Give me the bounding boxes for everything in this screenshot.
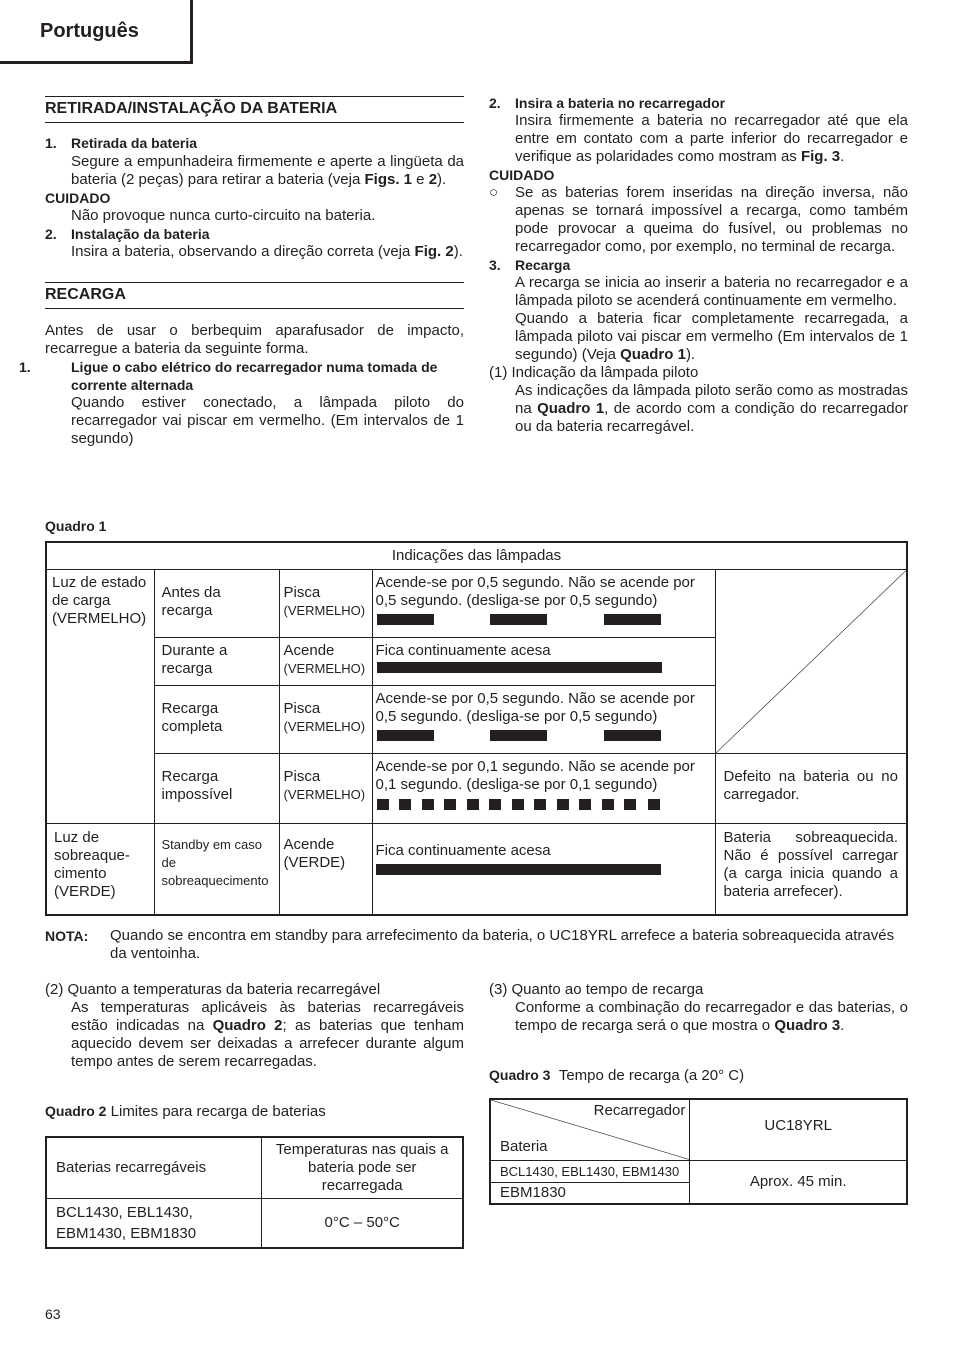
- row-desc-cell: [372, 637, 715, 685]
- lamp-on-bar: [604, 614, 661, 625]
- language-tab: [0, 0, 193, 64]
- recharge-intro: Antes de usar o berbequim aparafusador de impacto, recarregue a bateria da seguinte forma.: [45, 322, 464, 357]
- row-state: Standby em caso de sobreaquecimento: [154, 823, 279, 915]
- lamp-on-bar: [579, 799, 591, 810]
- row-mode: Pisca: [283, 583, 321, 601]
- row-mode-cell: [279, 685, 372, 753]
- row-color: (VERMELHO): [283, 602, 366, 618]
- step-plug-heading: 1. Ligue o cabo elétrico do recarregador numa tomada de corrente alternada: [19, 359, 438, 393]
- left-column: [19, 96, 464, 448]
- row-state: Antes da recarga: [154, 569, 279, 637]
- lamp-on-bar: [377, 799, 389, 810]
- t2-batteries: BCL1430, EBL1430, EBM1430, EBM1830: [46, 1198, 262, 1248]
- table-row: [46, 569, 907, 637]
- row-mode: Pisca: [283, 699, 321, 717]
- row-mode-cell: [279, 637, 372, 685]
- group-charge-status: Luz de estado de carga (VERMELHO): [46, 569, 154, 823]
- pilot-lamp-text: As indicações da lâmpada piloto serão como as mostradas na Quadro 1, de acordo com a condição do recarregador ou da bateria recarregável.: [515, 382, 908, 435]
- note-label: NOTA:: [45, 928, 89, 944]
- table-row: [46, 823, 907, 915]
- t3-battery-row1: BCL1430, EBL1430, EBM1430: [490, 1160, 690, 1182]
- lamp-on-bar: [557, 799, 569, 810]
- row-mode: Acende: [283, 641, 335, 659]
- lamp-on-bar: [624, 799, 636, 810]
- step-removal-text: Segure a empunhadeira firmemente e aperte a lingüeta da bateria (2 peças) para retirar a bateria (veja Figs. 1 e 2).: [71, 153, 464, 188]
- step-insert-text: Insira firmemente a bateria no recarregador até que ela entre em contato com a parte inferior do recarregador e verifique as polaridades como mostram as Fig. 3.: [515, 112, 908, 165]
- caution-bullet-item: [489, 184, 908, 256]
- lamp-on-bar: [399, 799, 411, 810]
- note-text: Quando se encontra em standby para arrefecimento da bateria, o UC18YRL arrefece a bateria sobreaquecida através da ventoinha.: [110, 927, 895, 962]
- charge-time-text: Conforme a combinação do recarregador e das baterias, o tempo de recarga será o que mostra o Quadro 3.: [515, 999, 908, 1034]
- lamp-on-bar: [604, 730, 661, 741]
- lamp-on-bar: [422, 799, 434, 810]
- charge-time-table: [489, 1098, 908, 1205]
- pilot-lamp-label: (1) Indicação da lâmpada piloto: [489, 364, 699, 381]
- language-label: Português: [40, 20, 139, 42]
- lamp-on-bar: [377, 730, 434, 741]
- lamp-on-bar: [602, 799, 614, 810]
- row-state: Recarga completa: [154, 685, 279, 753]
- lamp-on-bar: [377, 662, 662, 673]
- row-desc-cell: [372, 569, 715, 637]
- temperature-label: (2) Quanto a temperaturas da bateria recarregável: [45, 981, 381, 998]
- lamp-on-bar: [444, 799, 456, 810]
- row-desc-cell: [372, 753, 715, 823]
- lamp-on-bar: [467, 799, 479, 810]
- t3-battery-row2: EBM1830: [490, 1182, 690, 1204]
- t2-header-batteries: Baterias recarregáveis: [46, 1137, 262, 1198]
- caution-label-right: CUIDADO: [489, 167, 555, 183]
- step-insert-heading: 2. Insira a bateria no recarregador: [489, 95, 726, 111]
- table3-caption: Quadro 3 Tempo de recarga (a 20° C): [489, 1067, 745, 1084]
- right-column: [489, 94, 908, 436]
- step-install-heading: 2. Instalação da bateria: [45, 226, 210, 242]
- row-color: (VERMELHO): [283, 786, 366, 802]
- lamp-on-bar: [490, 614, 547, 625]
- diagonal-line: [716, 570, 907, 753]
- row-mode: Acende: [283, 835, 335, 853]
- section-title-removal: RETIRADA/INSTALAÇÃO DA BATERIA: [45, 96, 464, 123]
- step-recharge-text2: Quando a bateria ficar completamente recarregada, a lâmpada piloto vai piscar em vermelho (Em intervalos de 1 segundo) (Veja Quadro 1).: [515, 310, 908, 363]
- temperature-section: [45, 981, 464, 1071]
- blink-pattern-continuous: [376, 862, 711, 876]
- blink-pattern-continuous: [376, 660, 711, 674]
- step-recharge-heading: 3. Recarga: [489, 257, 571, 273]
- table-row: [46, 753, 907, 823]
- step-removal-heading: 1. Retirada da bateria: [45, 135, 198, 151]
- row-desc: Acende-se por 0,5 segundo. Não se acende por 0,5 segundo. (desliga-se por 0,5 segundo): [375, 573, 695, 609]
- row-desc: Fica continuamente acesa: [375, 641, 551, 659]
- page-number: 63: [45, 1306, 61, 1322]
- t3-model: UC18YRL: [690, 1099, 907, 1160]
- t3-corner-cell: [490, 1099, 690, 1160]
- lamp-on-bar: [534, 799, 546, 810]
- step-plug-text: Quando estiver conectado, a lâmpada piloto do recarregador vai piscar em vermelho. (Em intervalos de 1 segundo): [71, 394, 464, 447]
- t3-time: Aprox. 45 min.: [690, 1160, 907, 1204]
- temperature-text: As temperaturas aplicáveis às baterias recarregáveis estão indicadas na Quadro 2; as baterias que tenham aquecido devem ser deixadas a arrefecer durante algum tempo antes de serem recarregadas.: [71, 999, 465, 1070]
- blink-pattern-slow: [376, 612, 711, 626]
- lamp-on-bar: [376, 864, 661, 875]
- step-install-text: Insira a bateria, observando a direção correta (veja Fig. 2).: [71, 243, 463, 260]
- row-desc-cell: [372, 685, 715, 753]
- lamp-on-bar: [489, 799, 501, 810]
- lamp-on-bar: [377, 614, 434, 625]
- step-recharge-text1: A recarga se inicia ao inserir a bateria no recarregador e a lâmpada piloto se acenderá continuamente em vermelho.: [515, 274, 908, 309]
- row-note: Defeito na bateria ou no carregador.: [715, 753, 907, 823]
- section-title-recharge: RECARGA: [45, 282, 464, 309]
- t3-header-charger: Recarregador: [593, 1102, 686, 1119]
- caution-text: Não provoque nunca curto-circuito na bateria.: [71, 207, 376, 224]
- row-desc: Acende-se por 0,1 segundo. Não se acende por 0,1 segundo. (desliga-se por 0,1 segundo): [375, 757, 695, 793]
- row-desc-cell: [372, 823, 715, 915]
- lamp-on-bar: [648, 799, 660, 810]
- row-mode-cell: [279, 753, 372, 823]
- t3-header-battery: Bateria: [500, 1137, 548, 1155]
- caution-label: CUIDADO: [45, 190, 111, 206]
- caution-text-right: Se as baterias forem inseridas na direção inversa, não apenas se tornará impossível a recarga, como também pode provocar a queima do fusível, ou problemas no recarregador como, por exemplo, no terminal de recarga.: [515, 184, 908, 255]
- lamp-on-bar: [512, 799, 524, 810]
- pilot-lamp-table: [45, 541, 908, 916]
- lamp-on-bar: [490, 730, 547, 741]
- row-color: (VERMELHO): [283, 660, 366, 676]
- temperature-table: [45, 1136, 464, 1249]
- row-mode-cell: [279, 823, 372, 915]
- note-block: [45, 927, 908, 963]
- empty-diagonal-cell: [715, 569, 907, 753]
- row-state: Recarga impossível: [154, 753, 279, 823]
- row-color: (VERMELHO): [283, 718, 366, 734]
- row-desc: Acende-se por 0,5 segundo. Não se acende por 0,5 segundo. (desliga-se por 0,5 segundo): [375, 689, 695, 725]
- row-desc: Fica continuamente acesa: [375, 841, 551, 859]
- row-state: Durante a recarga: [154, 637, 279, 685]
- row-mode-cell: [279, 569, 372, 637]
- t2-header-temps: Temperaturas nas quais a bateria pode ser recarregada: [262, 1137, 463, 1198]
- row-color: (VERDE): [283, 853, 346, 871]
- blink-pattern-fast: [376, 797, 711, 811]
- bullet-circle-icon: ○: [489, 184, 499, 201]
- group-overheat: Luz de sobreaque-cimento (VERDE): [46, 823, 154, 915]
- charge-time-label: (3) Quanto ao tempo de recarga: [489, 981, 704, 998]
- t2-temps: 0°C – 50°C: [262, 1198, 463, 1248]
- blink-pattern-slow: [376, 728, 711, 742]
- table2-caption: Quadro 2 Limites para recarga de baterias: [45, 1103, 326, 1120]
- row-note: Bateria sobreaquecida. Não é possível carregar (a carga inicia quando a bateria arrefecer).: [715, 823, 907, 915]
- table1-caption: Quadro 1: [45, 518, 107, 534]
- charge-time-section: [489, 981, 908, 1035]
- table1-header: Indicações das lâmpadas: [46, 542, 907, 569]
- row-mode: Pisca: [283, 767, 321, 785]
